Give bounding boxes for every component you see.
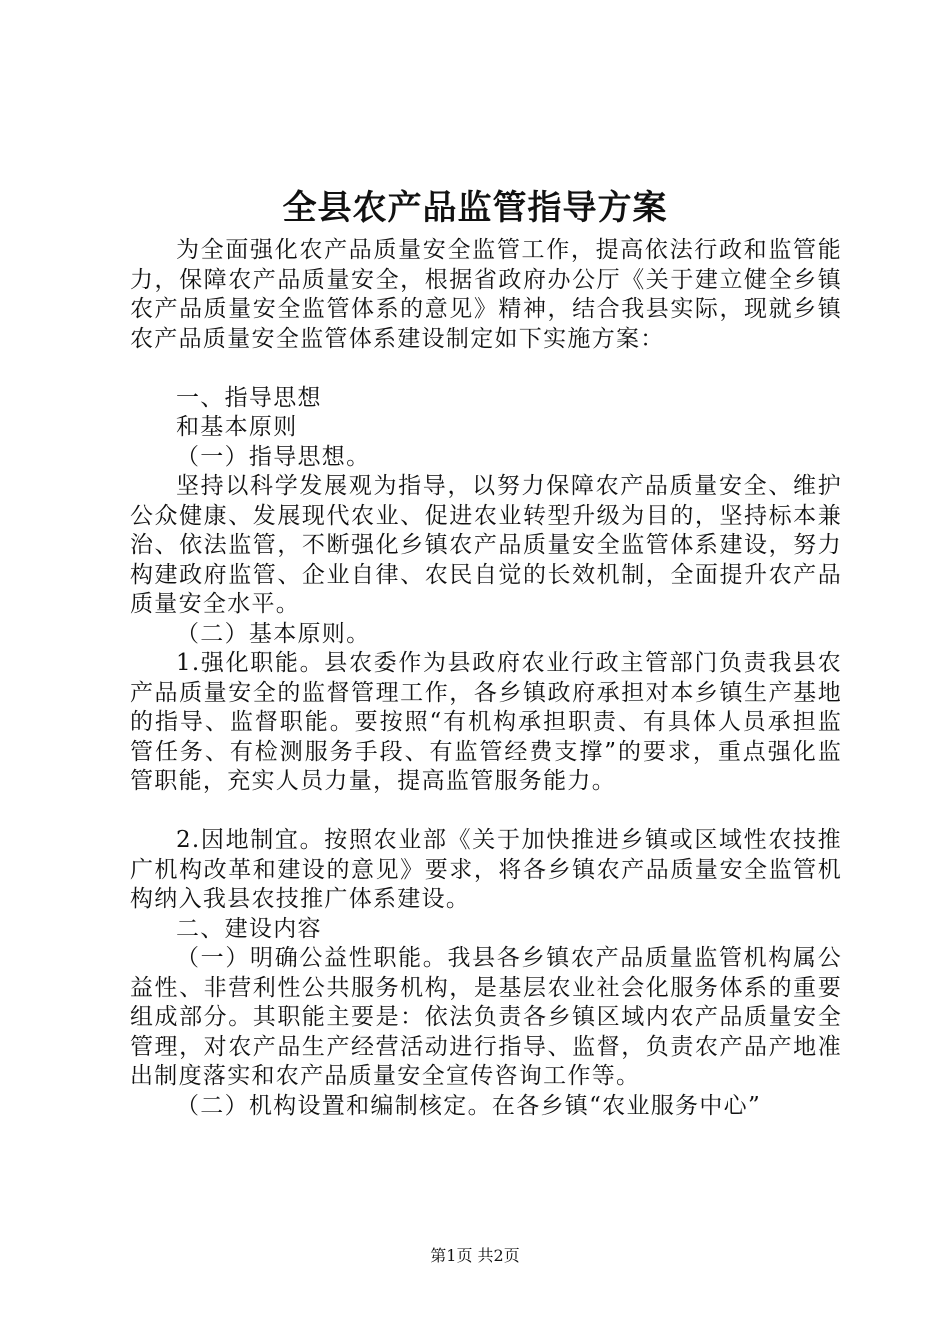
paragraph-1-2-2: 2.因地制宜。按照农业部《关于加快推进乡镇或区域性农技推广机构改革和建设的意见》要求，将各乡镇农产品质量安全监管机构纳入我县农技推广体系建设。 <box>130 827 842 912</box>
page-footer: 第1页 共2页 <box>430 1246 520 1265</box>
section-heading-1a: 一、指导思想 <box>176 384 322 411</box>
section-heading-1b: 和基本原则 <box>176 414 298 440</box>
subheading-1-2: （二）基本原则。 <box>176 620 371 647</box>
subheading-1-1: （一）指导思想。 <box>176 443 371 470</box>
document-body <box>130 236 842 1121</box>
section-heading-2: 二、建设内容 <box>176 915 322 942</box>
intro-paragraph: 为全面强化农产品质量安全监管工作，提高依法行政和监管能力，保障农产品质量安全，根据省政府办公厅《关于建立健全乡镇农产品质量安全监管体系的意见》精神，结合我县实际，现就乡镇农产品质量安全监管体系建设制定如下实施方案： <box>130 237 842 352</box>
paragraph-1-2-1: 1.强化职能。县农委作为县政府农业行政主管部门负责我县农产品质量安全的监督管理工作，各乡镇政府承担对本乡镇生产基地的指导、监督职能。要按照“有机构承担职责、有具体人员承担监管任务、有检测服务手段、有监管经费支撑”的要求，重点强化监管职能，充实人员力量，提高监管服务能力。 <box>130 650 842 794</box>
document-title: 全县农产品监管指导方案 <box>282 188 668 228</box>
paragraph-2-2: （二）机构设置和编制核定。在各乡镇“农业服务中心” <box>176 1092 762 1119</box>
paragraph-2-1: （一）明确公益性职能。我县各乡镇农产品质量监管机构属公益性、非营利性公共服务机构，是基层农业社会化服务体系的重要组成部分。其职能主要是：依法负责各乡镇区域内农产品质量安全管理，对农产品生产经营活动进行指导、监督，负责农产品产地准出制度落实和农产品质量安全宣传咨询工作等。 <box>130 945 842 1089</box>
paragraph-1-1: 坚持以科学发展观为指导，以努力保障农产品质量安全、维护公众健康、发展现代农业、促进农业转型升级为目的，坚持标本兼治、依法监管，不断强化乡镇农产品质量安全监管体系建设，努力构建政府监管、企业自律、农民自觉的长效机制，全面提升农产品质量安全水平。 <box>130 473 842 617</box>
